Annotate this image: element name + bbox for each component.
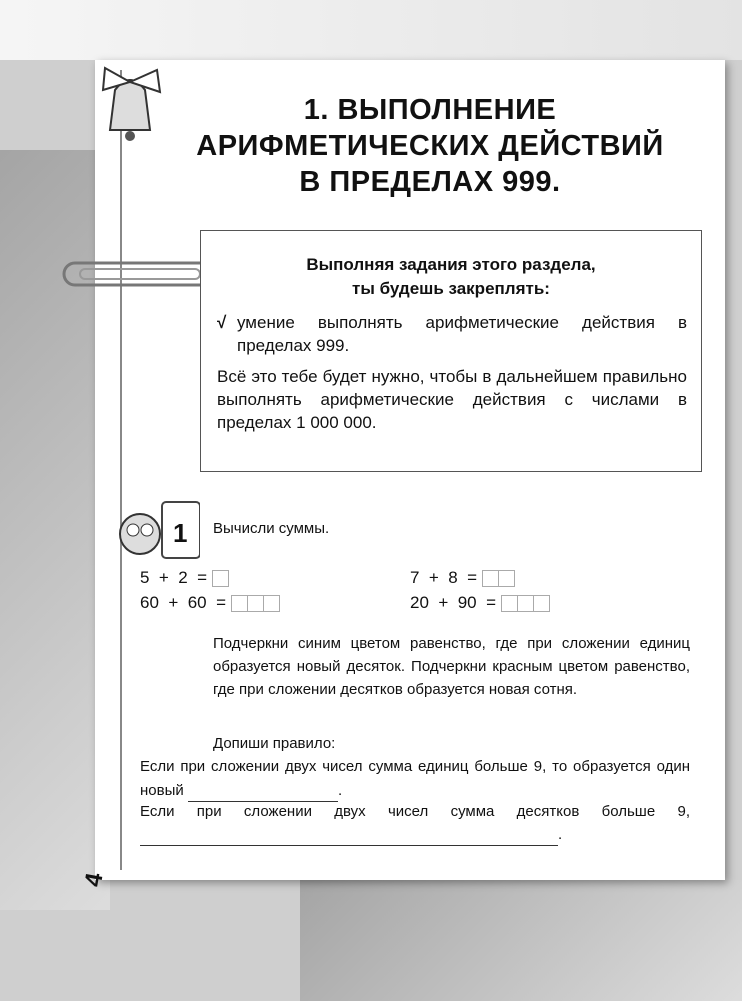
answer-cells[interactable]: [232, 595, 280, 612]
equation-expr: 60 + 60 =: [140, 593, 227, 612]
task-instruction: Вычисли суммы.: [213, 520, 330, 537]
page-number: 4: [79, 870, 109, 889]
rule-2-text: Если при сложении двух чисел сумма десятков больше 9,: [140, 803, 690, 820]
intro-summary: Всё это тебе будет нужно, чтобы в дальнейшем правильно выполнять арифметические действия с числами в пределах 1 000 000.: [217, 367, 687, 432]
page-binding-line: [120, 70, 122, 870]
rule-1-text: Если при сложении двух чисел сумма единиц больше 9, то образуется один новый: [140, 758, 690, 799]
intro-heading: [201, 253, 701, 301]
equation-3: [140, 593, 280, 613]
check-mark-icon: √: [217, 313, 227, 332]
intro-heading-line-2: ты будешь закреплять:: [352, 279, 550, 298]
intro-box: [200, 230, 702, 472]
intro-bullet-text: умение выполнять арифметические действия в пределах 999.: [237, 313, 687, 355]
equation-expr: 5 + 2 =: [140, 568, 208, 587]
decorative-background-bottom: [300, 880, 742, 1001]
answer-cells[interactable]: [502, 595, 550, 612]
underline-instruction: Подчеркни синим цветом равенство, где при сложении единиц образуется новый десяток. Подчеркни красным цветом равенство, где при сложении десятков образуется новая сотня.: [213, 635, 690, 698]
equation-4: [410, 593, 550, 613]
title-line-3: В ПРЕДЕЛАХ 999.: [299, 166, 561, 198]
title-line-2: АРИФМЕТИЧЕСКИХ ДЕЙСТВИЙ: [196, 130, 664, 162]
title-line-1: 1. ВЫПОЛНЕНИЕ: [303, 94, 557, 126]
rule-1-end: .: [337, 781, 343, 799]
task-number: 1: [173, 518, 188, 548]
equation-1: [140, 568, 229, 588]
answer-cells[interactable]: [483, 570, 515, 587]
section-title: [150, 92, 710, 200]
equation-2: [410, 568, 515, 588]
equation-expr: 7 + 8 =: [410, 568, 478, 587]
complete-rule-label: Допиши правило:: [213, 735, 336, 752]
equation-expr: 20 + 90 =: [410, 593, 497, 612]
answer-cells[interactable]: [213, 570, 229, 587]
intro-heading-line-1: Выполняя задания этого раздела,: [306, 255, 596, 274]
rule-2-end: .: [558, 825, 563, 843]
rule-1-answer-blank[interactable]: [188, 779, 338, 803]
rule-2-answer-blank[interactable]: [140, 831, 558, 846]
paperclip-icon: [60, 255, 220, 295]
decorative-background-top: [0, 0, 742, 60]
rule-2: [140, 801, 690, 846]
rule-1: [140, 756, 690, 802]
intro-bullet: [217, 311, 687, 357]
